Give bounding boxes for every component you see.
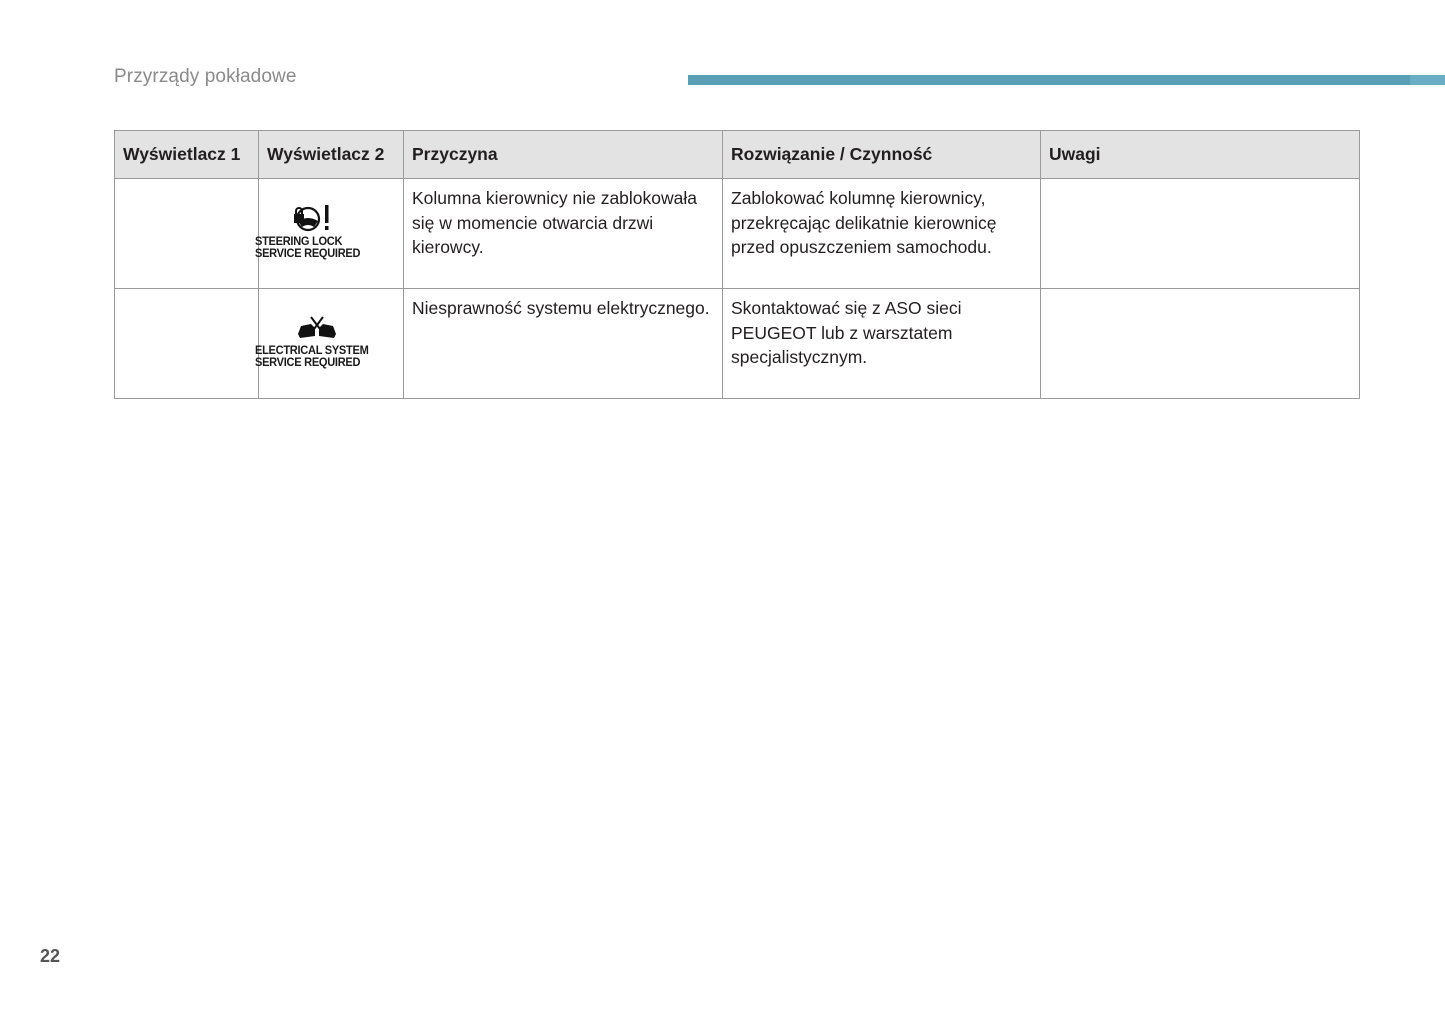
notes-cell xyxy=(1041,179,1360,289)
display1-cell xyxy=(115,179,259,289)
display2-cell xyxy=(255,289,404,399)
solution-cell: Zablokować kolumnę kierownicy, przekręcając delikatnie kierownicę przed opuszczeniem samochodu. xyxy=(723,179,1041,289)
column-header-cause: Przyczyna xyxy=(404,131,723,179)
display2-cell xyxy=(255,179,404,289)
steering-lock-line1: STEERING LOCK xyxy=(255,234,343,249)
steering-lock-warning-icon xyxy=(290,203,334,233)
notes-cell xyxy=(1041,289,1360,399)
cause-cell: Kolumna kierownicy nie zablokowała się w momencie otwarcia drzwi kierowcy. xyxy=(404,179,723,289)
solution-cell: Skontaktować się z ASO sieci PEUGEOT lub z warsztatem specjalistycznym. xyxy=(723,289,1041,399)
table-row xyxy=(115,179,1360,289)
column-header-display2: Wyświetlacz 2 xyxy=(259,131,404,179)
steering-lock-line2: SERVICE REQUIRED xyxy=(255,246,361,261)
electrical-system-line2: SERVICE REQUIRED xyxy=(255,355,361,370)
section-title: Przyrządy pokładowe xyxy=(114,66,297,87)
header-accent-bar-end xyxy=(1410,75,1445,85)
display1-cell xyxy=(115,289,259,399)
electrical-system-line1: ELECTRICAL SYSTEM xyxy=(255,343,369,358)
cause-cell: Niesprawność systemu elektrycznego. xyxy=(404,289,723,399)
column-header-display1: Wyświetlacz 1 xyxy=(115,131,259,179)
table-row xyxy=(115,289,1360,399)
table-header-row xyxy=(115,131,1360,179)
column-header-solution: Rozwiązanie / Czynność xyxy=(723,131,1041,179)
warning-table xyxy=(114,130,1360,399)
steering-lock-warning xyxy=(255,203,369,259)
header-accent-bar xyxy=(688,75,1445,85)
electrical-system-warning xyxy=(255,314,378,368)
electrical-system-warning-icon xyxy=(295,314,339,342)
page-number: 22 xyxy=(40,946,61,966)
column-header-notes: Uwagi xyxy=(1041,131,1360,179)
